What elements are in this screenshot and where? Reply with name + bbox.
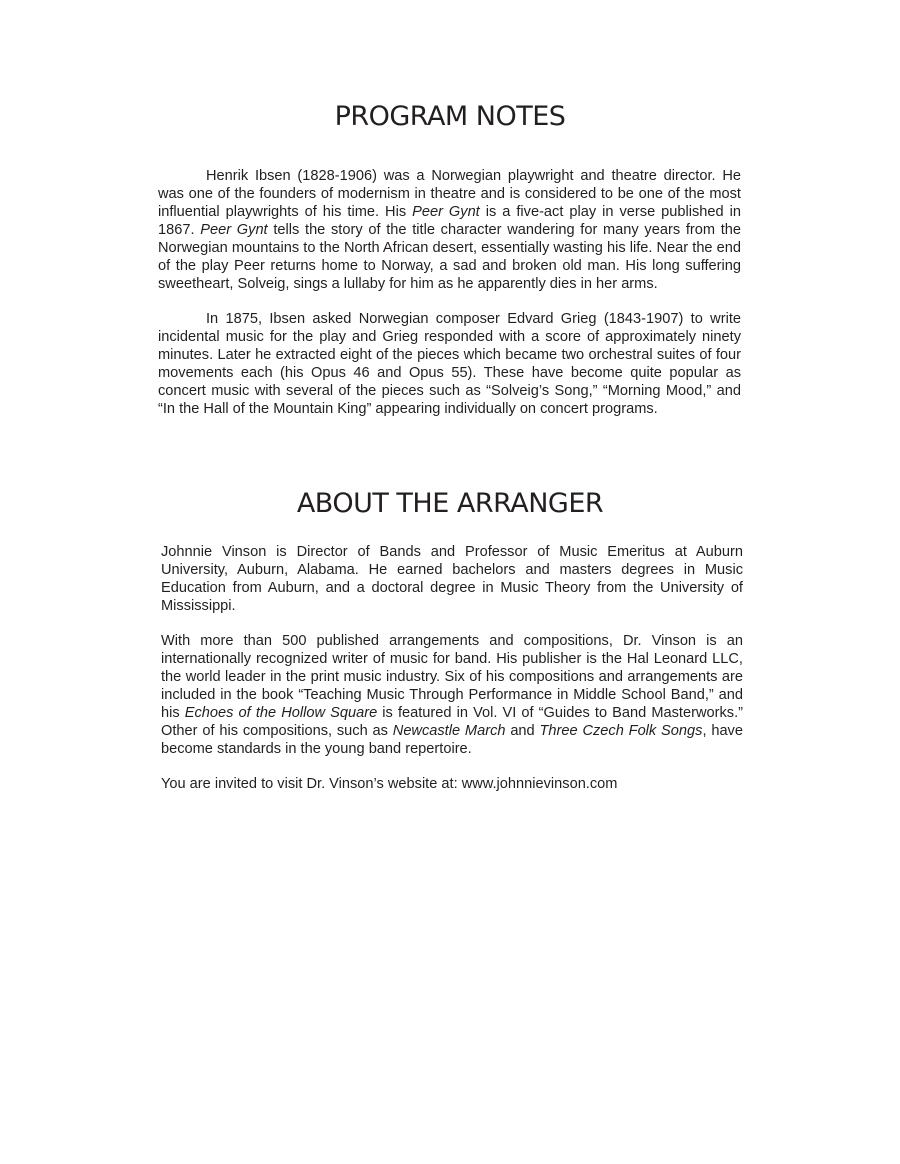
about-arranger-paragraph-1: Johnnie Vinson is Director of Bands and Professor of Music Emeritus at Auburn University, Auburn, Alabama. He earned bachelors and masters degrees in Music Education from Auburn, and a doctoral degree in Music Theory from the University of Mississippi. bbox=[161, 544, 743, 614]
about-arranger-heading: ABOUT THE ARRANGER bbox=[296, 488, 604, 519]
program-notes-paragraph-1 bbox=[158, 167, 741, 293]
text-run: tells the story of the title character wandering for many years from the Norwegian mountains to the North African desert, essentially wasting his life. Near the end of the play Peer returns home to Norway, a sad and broken old man. His long suffering sweetheart, Solveig, sings a lullaby for him as he apparently dies in her arms. bbox=[158, 222, 742, 292]
text-run: is a five-act play in verse published in 1867. bbox=[158, 204, 741, 238]
work-title: Echoes of the Hollow Square bbox=[184, 705, 378, 721]
text-run: , have become standards in the young band repertoire. bbox=[161, 723, 743, 757]
program-notes-body bbox=[158, 167, 741, 435]
about-arranger-paragraph-2 bbox=[161, 632, 743, 758]
text-run: is featured in Vol. VI of “Guides to Band Masterworks.” Other of his compositions, such as bbox=[161, 705, 743, 739]
text-run: and bbox=[505, 723, 540, 739]
work-title: Peer Gynt bbox=[412, 204, 480, 220]
about-arranger-body bbox=[161, 543, 743, 810]
text-run: With more than 500 published arrangements and compositions, Dr. Vinson is an internationally recognized writer of music for band. His publisher is the Hal Leonard LLC, the world leader in the print music industry. Six of his compositions and arrangements are included in the book “Teaching Music Through Performance in Middle School Band,” and his bbox=[161, 633, 743, 721]
work-title: Peer Gynt bbox=[200, 222, 268, 238]
text-run: Henrik Ibsen (1828-1906) was a Norwegian playwright and theatre director. He was one of the founders of modernism in theatre and is considered to be one of the most influential playwrights of his time. His bbox=[158, 168, 741, 220]
program-notes-paragraph-2: In 1875, Ibsen asked Norwegian composer Edvard Grieg (1843-1907) to write incidental music for the play and Grieg responded with a score of approximately ninety minutes. Later he extracted eight of the pieces which became two orchestral suites of four movements each (his Opus 46 and Opus 55). These have become quite popular as concert music with several of the pieces such as “Solveig’s Song,” “Morning Mood,” and “In the Hall of the Mountain King” appearing individually on concert programs. bbox=[158, 311, 741, 417]
about-arranger-website-line: You are invited to visit Dr. Vinson’s website at: www.johnnievinson.com bbox=[161, 776, 618, 792]
program-notes-heading: PROGRAM NOTES bbox=[334, 101, 566, 132]
work-title: Three Czech Folk Songs bbox=[539, 723, 703, 739]
work-title: Newcastle March bbox=[392, 723, 506, 739]
